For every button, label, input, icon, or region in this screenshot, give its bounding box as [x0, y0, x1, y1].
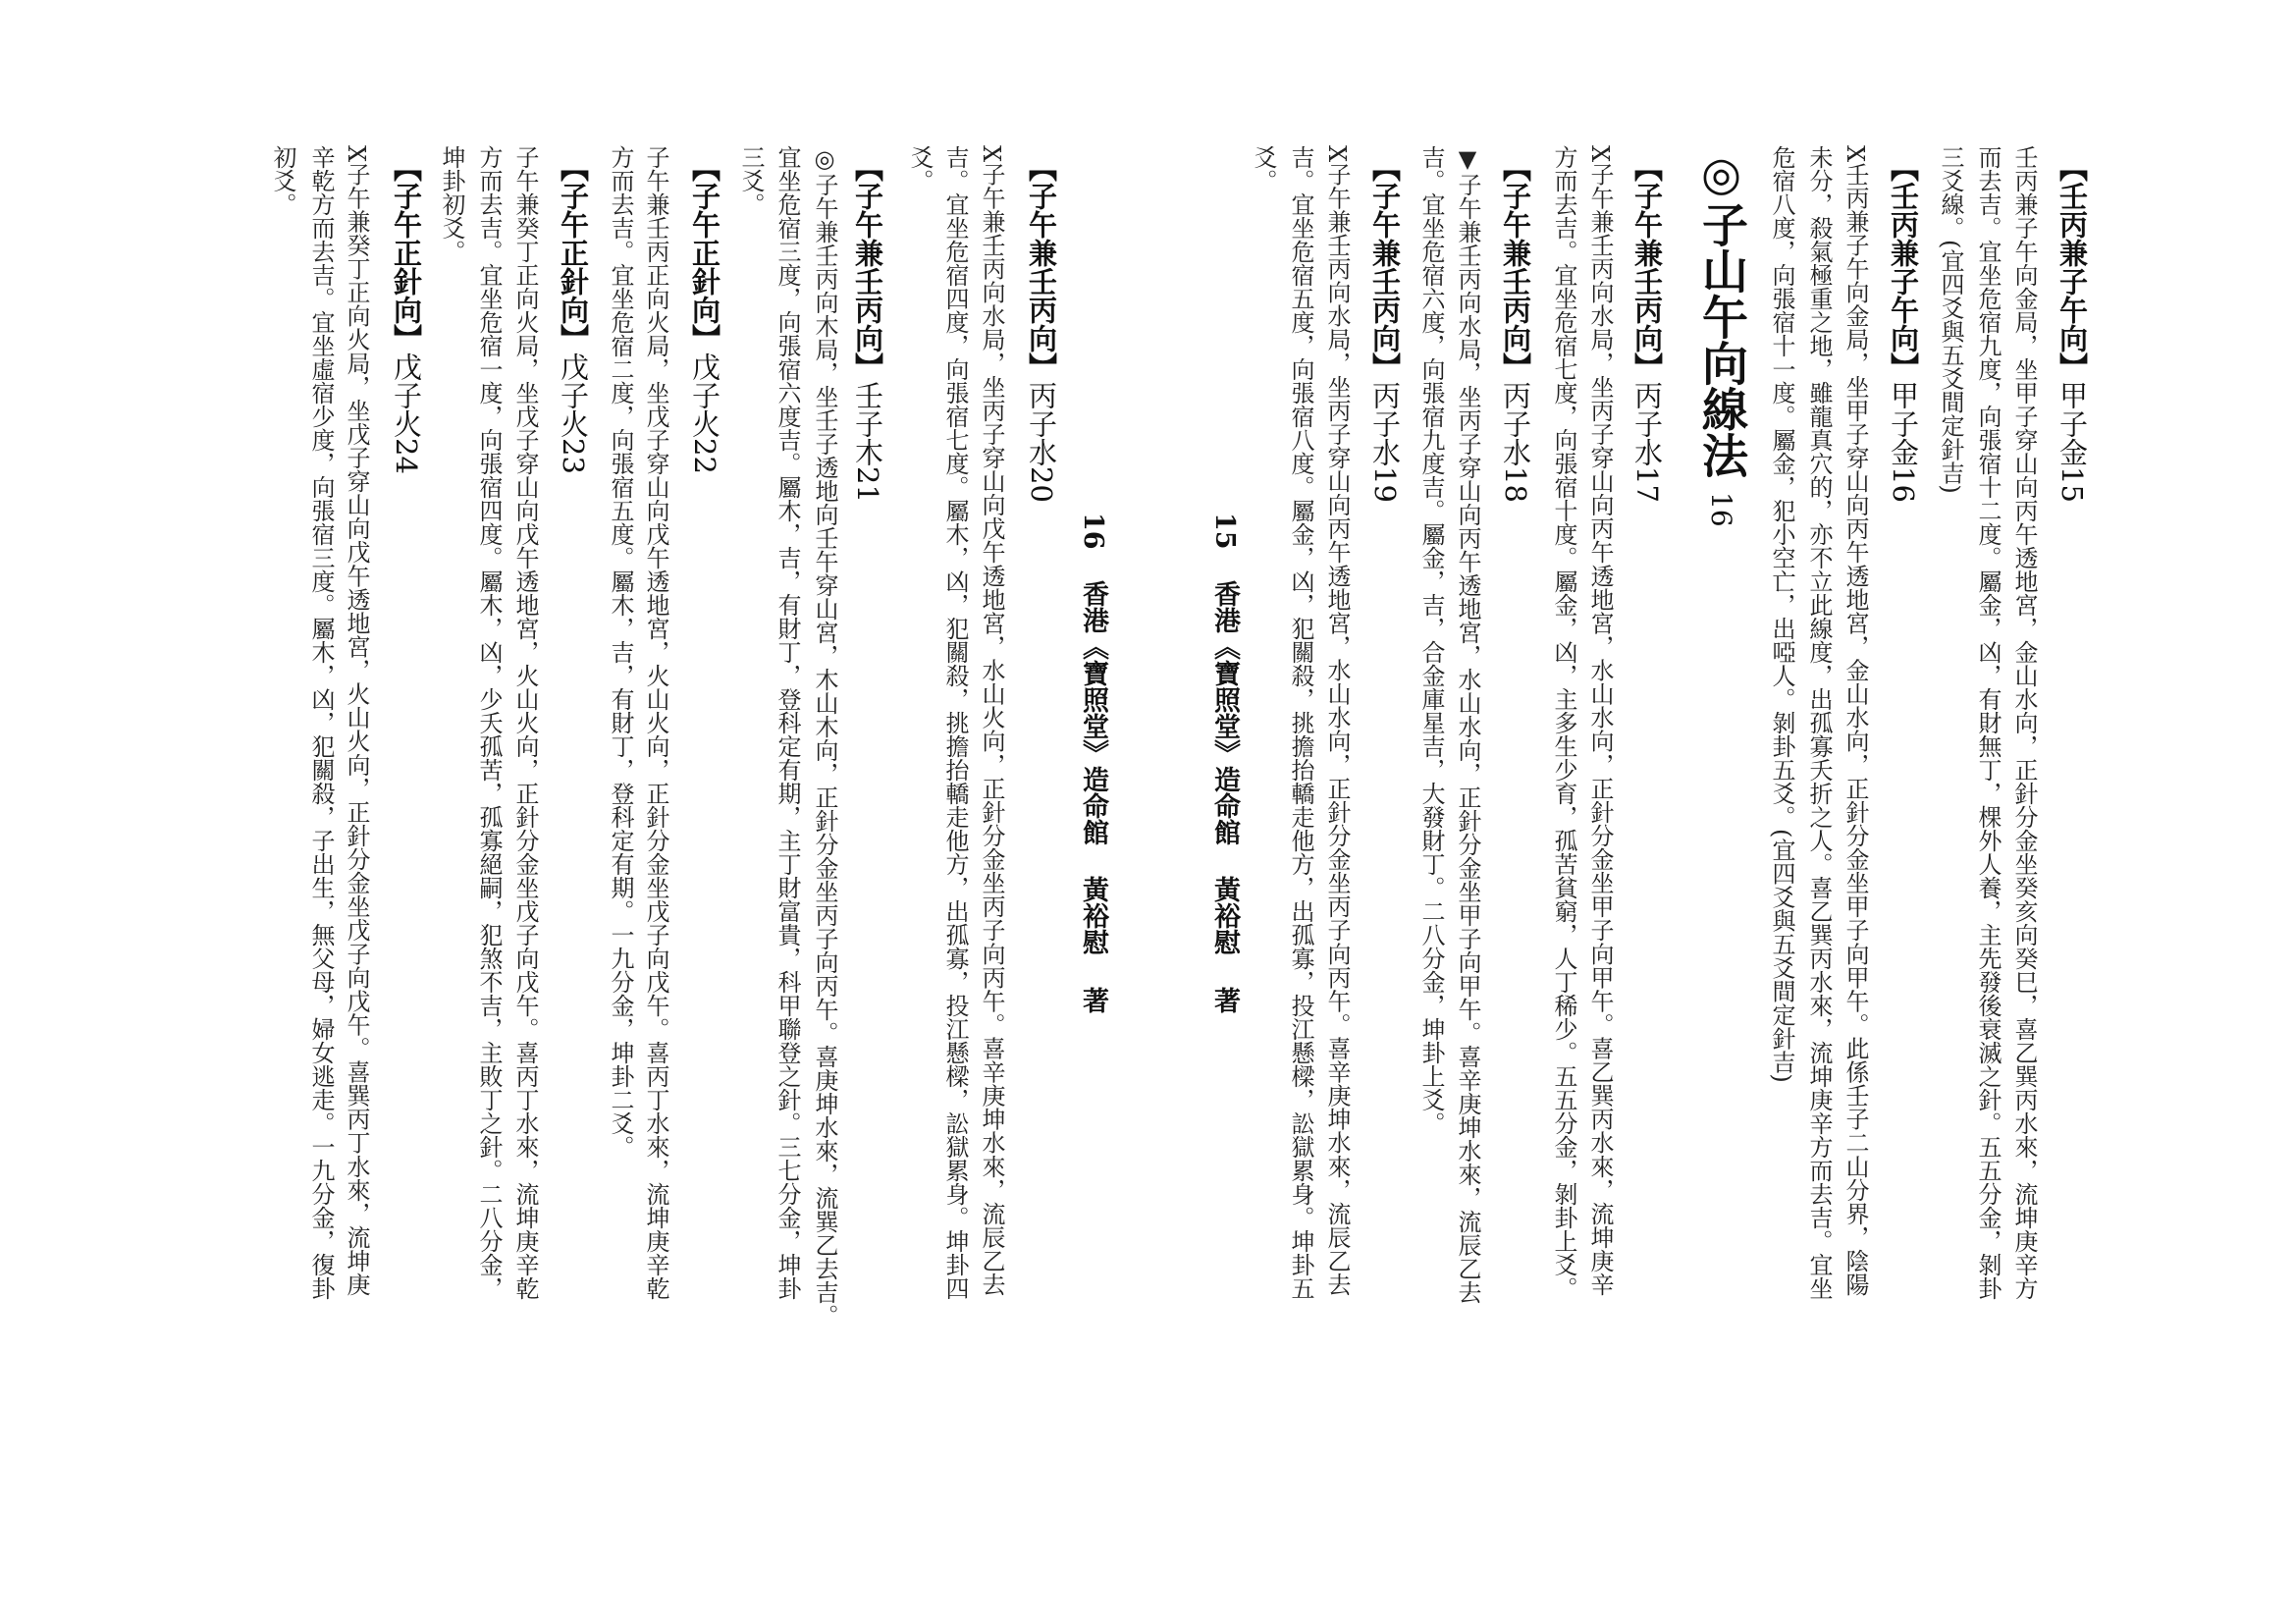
heading-code: 甲子金16 — [1887, 381, 1920, 503]
text-column: 吉。宜坐危宿五度，向張宿八度。屬金，凶，犯關殺，挑擔抬轎走他方，出孤寡，投江懸樑，訟獄累身。坤卦五 — [1287, 145, 1314, 1300]
text-column: 三爻線。(宜四爻與五爻間定針吉) — [1937, 145, 1964, 494]
text-column: 宜坐危宿三度，向張宿六度吉。屬木，吉，有財丁，登科定有期，主丁財富貴，科甲聯登之針。三七分金，坤卦 — [774, 145, 801, 1300]
author-suffix: 著 — [1078, 986, 1108, 1013]
author: 黃裕慰 — [1209, 876, 1240, 956]
text-column: 吉。宜坐危宿四度，向張宿七度。屬木，凶，犯關殺，挑擔抬轎走他方，出孤寡，投江懸樑，訟獄累身。坤卦四 — [941, 145, 969, 1300]
text-column: X子午兼壬丙向水局，坐丙子穿山向丙午透地宮，水山水向，正針分金坐甲子向甲午。喜乙巽丙水來，流坤庚辛 — [1586, 145, 1614, 1296]
heading-code: 戊子火23 — [557, 352, 590, 474]
heading-title: 【子午兼壬丙向】 — [1368, 153, 1402, 381]
heading-title: 【子午正針向】 — [688, 153, 721, 352]
text-column: 子午兼癸丁正向火局，坐戊子穿山向戊午透地宮，火山火向，正針分金坐戊子向戊午。喜丙丁水來，流坤庚辛乾 — [511, 145, 539, 1300]
section-heading — [684, 153, 725, 474]
heading-title: 【子午兼壬丙向】 — [1025, 153, 1058, 381]
text-column: X子午兼壬丙向水局，坐丙子穿山向丙午透地宮，水山水向，正針分金坐丙子向丙午。喜辛庚坤水來，流辰乙去 — [1323, 145, 1351, 1296]
section-heading — [2052, 153, 2093, 503]
section-heading — [847, 153, 888, 503]
text-column: 辛乾方而去吉。宜坐虛宿少度，向張宿三度。屬木，凶，犯關殺，子出生，無父母，婦女逃走。一九分金，復卦 — [307, 145, 335, 1300]
author-suffix: 著 — [1209, 986, 1240, 1013]
heading-code: 丙子水17 — [1630, 381, 1664, 503]
page-number: 15 — [1209, 513, 1240, 550]
text-column: 未分，殺氣極重之地，雖龍真穴的，亦不立此線度，出孤寡夭折之人。喜乙巽丙水來，流坤庚辛方而去吉。宜坐 — [1805, 145, 1833, 1300]
text-column: ◎子午兼壬丙向木局，坐壬子透地向壬午穿山宮，木山木向，正針分金坐丙子向丙午。喜庚坤水來，流巽乙去吉。 — [811, 145, 838, 1327]
heading-code: 丙子水19 — [1368, 381, 1402, 503]
chapter-title — [1691, 147, 1750, 527]
section-heading — [1364, 153, 1406, 503]
page-footer — [1075, 513, 1110, 1013]
text-column: 方而去吉。宜坐危宿一度，向張宿四度。屬木，凶，少夭孤苦，孤寡絕嗣，犯煞不吉，主敗丁之針。二八分金， — [475, 145, 503, 1300]
text-column: 子午兼壬丙正向火局，坐戊子穿山向戊午透地宮，火山火向，正針分金坐戊子向戊午。喜丙丁水來，流坤庚辛乾 — [642, 145, 669, 1300]
text-column: 坤卦初爻。 — [438, 145, 465, 263]
text-column: X子午兼癸丁正向火局，坐戊子穿山向戊午透地宮，火山火向，正針分金坐戊子向戊午。喜巽丙丁水來，流坤庚 — [343, 145, 370, 1296]
heading-code: 丙子水18 — [1499, 381, 1532, 503]
heading-code: 丙子水20 — [1025, 381, 1058, 503]
text-column: X子午兼壬丙向水局，坐丙子穿山向戊午透地宮，水山火向，正針分金坐丙子向丙午。喜辛庚坤水來，流辰乙去 — [978, 145, 1005, 1296]
text-column: 初爻。 — [269, 145, 296, 216]
heading-code: 戊子火24 — [390, 352, 423, 474]
heading-title: 【壬丙兼子午向】 — [2056, 153, 2089, 381]
section-heading — [1627, 153, 1668, 503]
heading-title: 【子午兼壬丙向】 — [1630, 153, 1664, 381]
heading-code: 甲子金15 — [2056, 381, 2089, 503]
section-heading — [386, 153, 427, 474]
text-column: X壬丙兼子午向金局，坐甲子穿山向丙午透地宮，金山水向，正針分金坐甲子向甲午。此係壬子二山分界，陰陽 — [1842, 145, 1869, 1296]
text-column: 吉。宜坐危宿六度，向張宿九度吉。屬金，吉，合金庫星吉，大發財丁。二八分金，坤卦上爻。 — [1417, 145, 1445, 1135]
section-heading — [553, 153, 594, 474]
section-heading — [1883, 153, 1924, 503]
page-number: 16 — [1078, 513, 1108, 550]
text-column: 壬丙兼子午向金局，坐甲子穿山向丙午透地宮，金山水向，正針分金坐癸亥向癸巳，喜乙巽丙水來，流坤庚辛方 — [2010, 145, 2038, 1300]
heading-code: 壬子木21 — [851, 381, 884, 503]
text-column: 三爻。 — [737, 145, 765, 216]
text-column: 方而去吉。宜坐危宿七度，向張宿十度。屬金，凶，主多生少育，孤苦貧窮，人丁稀少。五五分金，剝卦上爻。 — [1550, 145, 1577, 1300]
section-heading — [1495, 153, 1536, 503]
text-column: 而去吉。宜坐危宿九度，向張宿十二度。屬金，凶，有財無丁，棵外人養，主先發後衰滅之針。五五分金，剝卦 — [1974, 145, 2002, 1300]
page-footer — [1206, 513, 1242, 1013]
publisher: 香港《寶照堂》造命館 — [1078, 579, 1108, 845]
chapter-title-text: ◎子山午向線法 — [1694, 147, 1748, 478]
text-column: 爻。 — [1250, 145, 1277, 192]
chapter-number: 16 — [1705, 492, 1737, 527]
text-column: 危宿八度，向張宿十一度。屬金，犯小空亡，出啞人。剝卦五爻。(宜四爻與五爻間定針吉) — [1768, 145, 1795, 1083]
heading-title: 【子午兼壬丙向】 — [851, 153, 884, 381]
text-column: ▼子午兼壬丙向水局，坐丙子穿山向丙午透地宮，水山水向，正針分金坐甲子向甲午。喜辛庚坤水來，流辰乙去 — [1454, 145, 1481, 1304]
heading-title: 【子午正針向】 — [557, 153, 590, 352]
heading-title: 【壬丙兼子午向】 — [1887, 153, 1920, 381]
text-column: 方而去吉。宜坐危宿二度，向張宿五度。屬木，吉，有財丁，登科定有期。一九分金，坤卦二爻。 — [607, 145, 634, 1159]
text-column: 爻。 — [906, 145, 934, 192]
heading-code: 戊子火22 — [688, 352, 721, 474]
heading-title: 【子午兼壬丙向】 — [1499, 153, 1532, 381]
heading-title: 【子午正針向】 — [390, 153, 423, 352]
section-heading — [1021, 153, 1062, 503]
publisher: 香港《寶照堂》造命館 — [1209, 579, 1240, 845]
author: 黃裕慰 — [1078, 876, 1108, 956]
